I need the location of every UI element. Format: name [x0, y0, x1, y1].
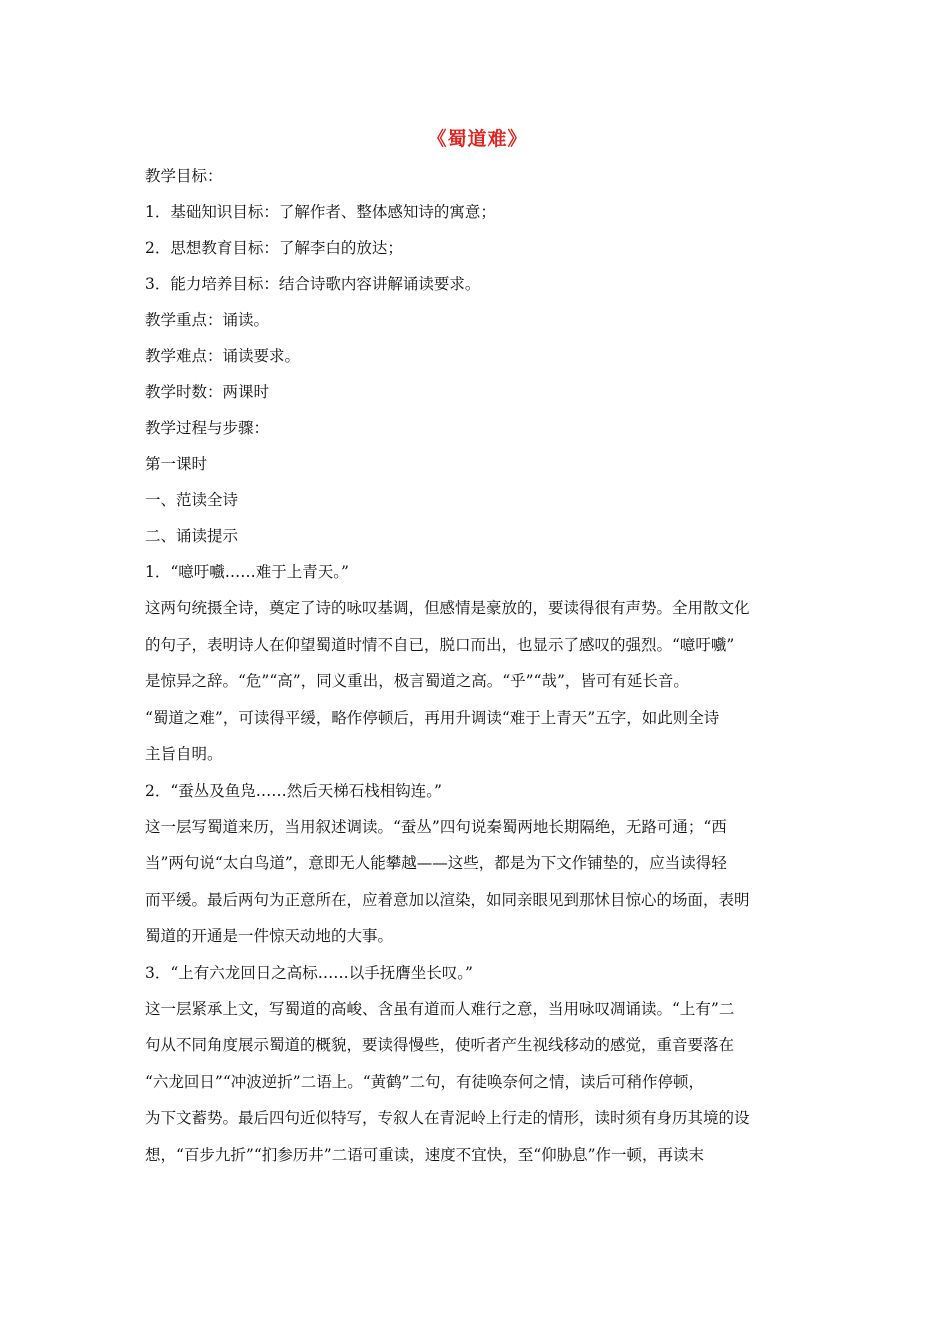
paragraph-line: “蜀道之难”，可读得平缓，略作停顿后，再用升调读“难于上青天”五字，如此则全诗	[145, 708, 720, 727]
paragraph-line: 这一层紧承上文，写蜀道的高峻、含虽有道而人难行之意，当用咏叹凋诵读。“上有”二	[145, 999, 735, 1018]
point-2-heading: 2．“蚕丛及鱼凫……然后天梯石栈相钩连。”	[145, 781, 442, 800]
teaching-process-heading: 教学过程与步骤：	[145, 419, 270, 437]
paragraph-line: “六龙回日”“冲波逆折”二语上。“黄鹤”二句，有徒唤奈何之情，读后可稍作停顿，	[145, 1072, 705, 1091]
paragraph-line: 这一层写蜀道来历，当用叙述调读。“蚕丛”四句说秦蜀两地长期隔绝，无路可通；“西	[145, 817, 727, 836]
teaching-hours: 教学时数：两课时	[145, 383, 270, 401]
paragraph-line: 为下文蓄势。最后四句近似特写，专叙人在青泥岭上行走的情形，读时须有身历其境的设	[145, 1109, 750, 1127]
teaching-goals-heading: 教学目标：	[145, 167, 223, 185]
document-page	[145, 120, 810, 1173]
goal-item-1: 1．基础知识目标：了解作者、整体感知诗的寓意；	[145, 203, 496, 221]
paragraph-line: 这两句统摄全诗，奠定了诗的咏叹基调，但感情是豪放的，要读得很有声势。全用散文化	[145, 599, 750, 617]
paragraph-line: 而平缓。最后两句为正意所在，应着意加以渲染，如同亲眼见到那怵目惊心的场面，表明	[145, 890, 750, 909]
teaching-difficulty: 教学难点：诵读要求。	[145, 347, 301, 365]
goal-item-2: 2．思想教育目标：了解李白的放达；	[145, 239, 403, 257]
point-1-paragraph	[145, 590, 810, 773]
point-3-heading: 3．“上有六龙回日之高标……以手抚膺坐长叹。”	[145, 963, 473, 982]
teaching-focus: 教学重点：诵读。	[145, 311, 270, 329]
paragraph-line: 句从不同角度展示蜀道的概貌，要读得慢些，使听者产生视线移动的感觉，重音要落在	[145, 1036, 735, 1054]
point-3-paragraph	[145, 991, 810, 1174]
point-1-heading: 1．“噫吁嚱……难于上青天。”	[145, 563, 349, 581]
section-one-heading: 一、范读全诗	[145, 491, 239, 509]
goal-item-3: 3．能力培养目标：结合诗歌内容讲解诵读要求。	[145, 275, 481, 293]
section-two-heading: 二、诵读提示	[145, 527, 239, 545]
paragraph-line: 的句子，表明诗人在仰望蜀道时情不自已，脱口而出，也显示了感叹的强烈。“噫吁嚱”	[145, 635, 735, 654]
lesson-one-heading: 第一课时	[145, 455, 208, 473]
document-title: 《蜀道难》	[427, 128, 528, 150]
paragraph-line: 是惊异之辞。“危”“高”，同义重出，极言蜀道之高。“乎”“哉”，皆可有延长音。	[145, 672, 689, 690]
paragraph-line: 当”两句说“太白鸟道”，意即无人能攀越——这些，都是为下文作铺垫的，应当读得轻	[145, 854, 727, 872]
paragraph-line: 蜀道的开通是一件惊天动地的大事。	[145, 927, 394, 945]
point-2-paragraph	[145, 809, 810, 955]
paragraph-line: 主旨自明。	[145, 745, 223, 763]
paragraph-line: 想，“百步九折”“扪参历井”二语可重读，速度不宜快，至“仰胁息”作一顿，再读末	[145, 1145, 705, 1164]
